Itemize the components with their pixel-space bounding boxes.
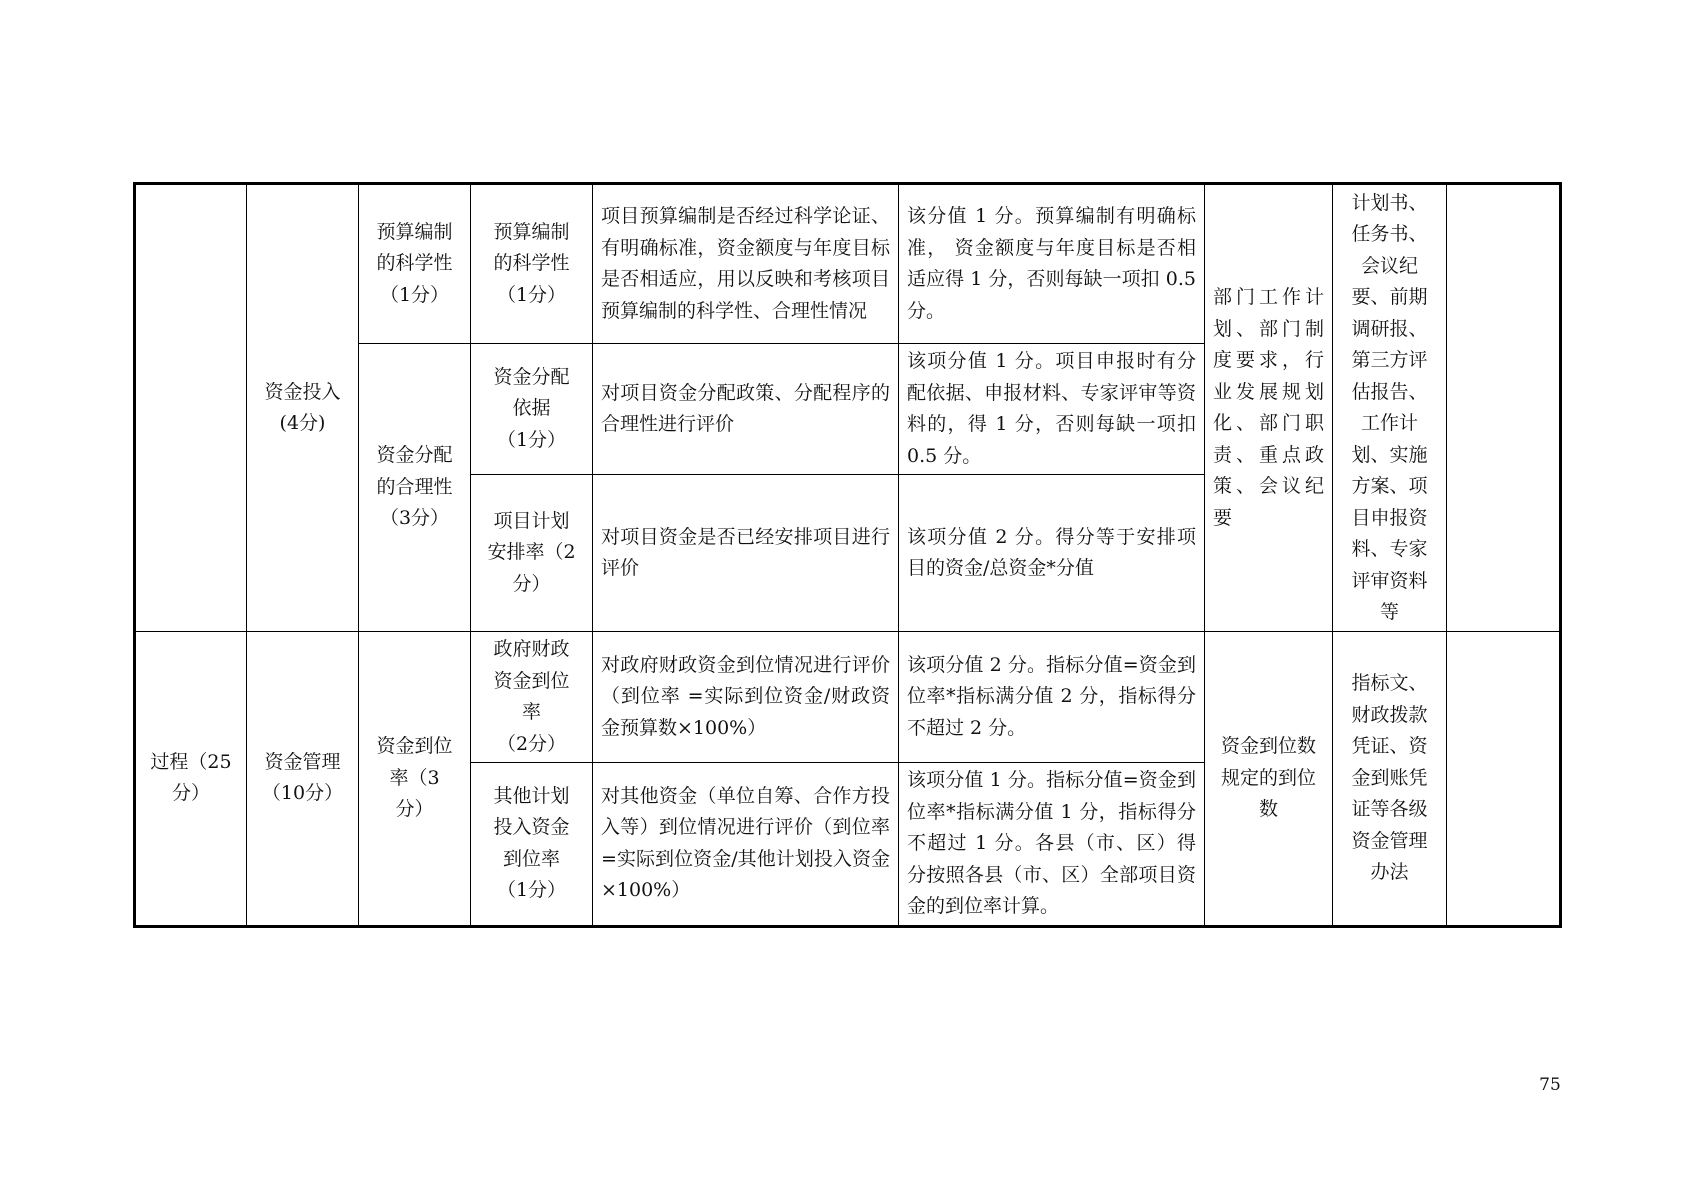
level3-indicator-cell: 资金分配 的合理性 （3分）	[359, 344, 471, 632]
level1-indicator-cell: 过程（25 分）	[135, 632, 247, 927]
indicator-description-cell: 项目预算编制是否经过科学论证、有明确标准，资金额度与年度目标是否相适应，用以反映和考核项目预算编制的科学性、合理性情况	[593, 184, 899, 344]
level4-indicator-cell: 资金分配 依据 （1分）	[471, 344, 593, 475]
indicator-description-cell: 对项目资金分配政策、分配程序的合理性进行评价	[593, 344, 899, 475]
indicator-description-cell: 对项目资金是否已经安排项目进行评价	[593, 475, 899, 632]
scoring-standard-cell: 该项分值 1 分。指标分值=资金到位率*指标满分值 1 分，指标得分不超过 1 分。各县（市、区）得分按照各县（市、区）全部项目资金的到位率计算。	[899, 763, 1205, 927]
evaluation-basis-cell: 部门工作计划、部门制度要求，行业发展规划化、部门职责、重点政策、会议纪要	[1205, 184, 1333, 632]
scoring-standard-cell: 该项分值 2 分。指标分值=资金到位率*指标满分值 2 分，指标得分不超过 2 分。	[899, 632, 1205, 763]
level4-indicator-cell: 预算编制 的科学性 （1分）	[471, 184, 593, 344]
level3-indicator-cell: 预算编制 的科学性 （1分）	[359, 184, 471, 344]
table-row	[135, 184, 1561, 344]
performance-evaluation-table	[133, 182, 1562, 928]
scoring-standard-cell: 该项分值 2 分。得分等于安排项目的资金/总资金*分值	[899, 475, 1205, 632]
level2-indicator-cell: 资金投入 (4分)	[247, 184, 359, 632]
level4-indicator-cell: 项目计划 安排率（2 分）	[471, 475, 593, 632]
page-number: 75	[1539, 1075, 1561, 1095]
level1-indicator-cell	[135, 184, 247, 632]
evidence-materials-cell: 指标文、 财政拨款 凭证、资 金到账凭 证等各级 资金管理 办法	[1333, 632, 1447, 927]
evaluation-basis-cell: 资金到位数 规定的到位 数	[1205, 632, 1333, 927]
level4-indicator-cell: 政府财政 资金到位 率 （2分）	[471, 632, 593, 763]
indicator-description-cell: 对其他资金（单位自筹、合作方投入等）到位情况进行评价（到位率=实际到位资金/其他计划投入资金×100%）	[593, 763, 899, 927]
level3-indicator-cell: 资金到位 率（3 分）	[359, 632, 471, 927]
remark-cell	[1447, 184, 1561, 632]
table-row	[135, 632, 1561, 763]
level2-indicator-cell: 资金管理 （10分）	[247, 632, 359, 927]
scoring-standard-cell: 该项分值 1 分。项目申报时有分配依据、申报材料、专家评审等资料的，得 1 分，否则每缺一项扣 0.5 分。	[899, 344, 1205, 475]
scoring-standard-cell: 该分值 1 分。预算编制有明确标准， 资金额度与年度目标是否相适应得 1 分，否则每缺一项扣 0.5 分。	[899, 184, 1205, 344]
remark-cell	[1447, 632, 1561, 927]
level4-indicator-cell: 其他计划 投入资金 到位率 （1分）	[471, 763, 593, 927]
evidence-materials-cell: 计划书、 任务书、 会议纪 要、前期 调研报、 第三方评 估报告、 工作计 划、实施 方案、项 目申报资 料、专家 评审资料 等	[1333, 184, 1447, 632]
indicator-description-cell: 对政府财政资金到位情况进行评价（到位率 =实际到位资金/财政资金预算数×100%）	[593, 632, 899, 763]
